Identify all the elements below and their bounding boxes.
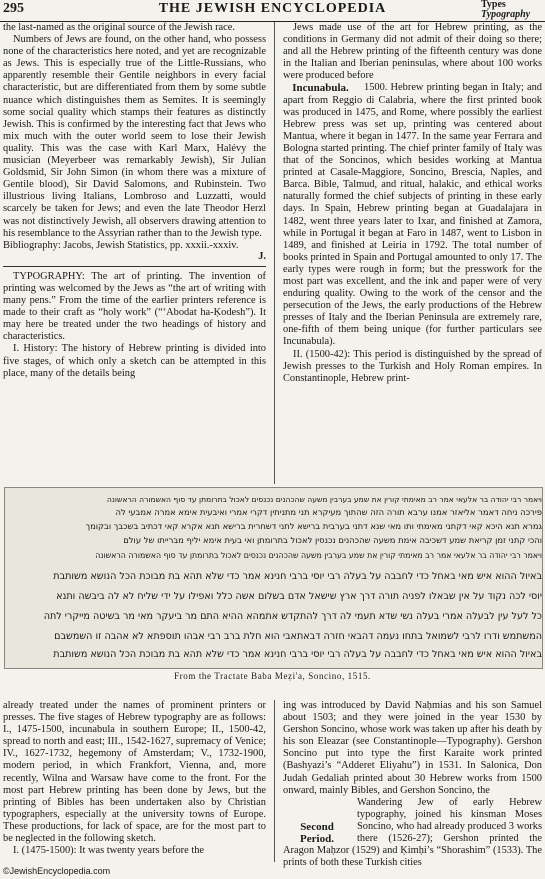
- plate-line: באיול ההוא איש מאי באחל כדי לחבבה על בעלה רבי יוסי ברבי חנינא אמר כדי שלא תהא בת מבוכת הכל הנושא משותבת: [53, 571, 542, 582]
- header-keywords: [481, 0, 541, 20]
- column-2: [283, 22, 542, 385]
- column-3: [3, 700, 266, 857]
- paragraph: the last-named as the original source of the Jewish race.: [3, 22, 235, 33]
- paragraph: Wandering Jew of early Hebrew typography, joined his kinsman Moses Soncino, who had already produced 3 works there (1526-27); Gershon printed the Aragon Maḥzor (1529) and Ḳimḥi’s “Shorashim” (1533). The prints of both these Turkish cities: [283, 796, 542, 869]
- header-keyword-2: Typography: [481, 9, 531, 20]
- column-rule-bottom: [274, 700, 275, 862]
- paragraph: ing was introduced by David Naḥmias and his son Samuel about 1503; and they were joined in the year 1530 by Gershon Soncino, whose work was taken up after his death by his son Eleazar (see Constantinople—Typography). Gershon Soncino put into type the first Karaite work printed (Bashyazi’s “Adderet Eliyahu”) in 1531. In Salonica, Don Judah Gedaliah printed about 30 Hebrew works from 1500 onward, mainly Bibles, and Gershon Soncino, the: [283, 700, 542, 796]
- plate-line: באיול ההוא איש מאי באחל כדי לחבבה על בעלה רבי יוסי ברבי חנינא אמר כדי שלא תהא בת מבוכת הכל הנושא משותבת: [53, 649, 542, 660]
- plate-line: פירכה ניחה דאמר אליאזר אמנו ערבא תורה הזה שהתוך מעיקרא תני מתניתין דקרי אמרי ואיבעית אימא אמרה אמבעי לה: [115, 507, 542, 517]
- plate-line: יוסי לכה נקוד על אין שבאלו לפניה תורה דרך ארץ שישאל אדם בשלום אשה כלל ואפילו על ידי שליח לא לה ביבשה ותנא: [56, 591, 542, 602]
- paragraph: I. (1475-1500): It was twenty years before the: [13, 845, 205, 857]
- figure-caption: From the Tractate Baba Meẓi'a, Soncino, 1515.: [174, 671, 371, 681]
- column-1: [3, 22, 266, 380]
- paragraph: 1500. Hebrew printing began in Italy; and apart from Reggio di Calabria, where the first printed book was produced in 1475, and Rome, where possibly the earliest Hebrew press was set up, printing was centered about Mantua, where it began in 1477. In the same year Ferrara and Bologna started printing. The chief printer family of Italy was that of the Soncinos, which besides working at Mantua printed at Casale-Maggiore, Soncino, Brescia, Naples, and Barca. Bible, Talmud, and ritual, halakic, and ethical works naturally formed the chief subjects of printing in these early days. In Spain, Hebrew printing began at Guadalajara in 1482, went three years later to Ixar, and finished at Zamora, while in Portugal it began at Faro in 1487, went to Lisbon in 1489, and finished at Leiria in 1792. The total number of books printed in Spain and Portugal amounted to only 17. The early types were rough in form; but the presswork for the most part was excellent, and the ink and paper were of very enduring quality. Owing to the work of the censor and the persecution of the Jews, the early productions of the Hebrew presses of Italy and the Iberian Peninsula are extremely rare, one-fifth of them being unique (for further particulars see Incunabula).: [283, 82, 542, 348]
- plate-line: ויאמר רבי יהודה בר אלעאי אמר רב מאימתי קורין את שמע בערבין משעה שהכהנים נכנסים לאכול בתרומתן עד סוף האשמורה הראשונה: [95, 551, 542, 560]
- bibliography: Bibliography: Jacobs, Jewish Statistics, pp. xxxii.-xxxiv.: [3, 239, 239, 251]
- page-number: 295: [3, 1, 24, 16]
- running-header: [0, 0, 545, 22]
- plate-line: והכי קתני זמן קריאת שמע דשכיבה אימת משעה שהכהנים נכנסין לאכול בתרומתן ואי בעית אימא יליף מברייתו של עולם: [123, 535, 542, 545]
- paragraph: Jews made use of the art for Hebrew printing, as the conditions in Germany did not admit of their doing so there; and all the Hebrew printing of the fifteenth century was done in the Italian and Iberian peninsulas, where about 100 works were produced before: [283, 22, 542, 82]
- paragraph: II. (1500-42): This period is distinguished by the spread of Jewish presses to the Turkish and Holy Roman empires. In Constantinople, Hebrew print-: [283, 348, 542, 384]
- column-rule-top: [274, 22, 275, 484]
- paragraph: Numbers of Jews are found, on the other hand, who possess none of the characteristics here noted, and yet are recognizable as Jews. This is especially true of the Little-Russians, who apparently resemble their Gentile neighbors in every facial characteristic, but are differentiated from them by some subtle nuance which distinguishes them as Semites. It is seemingly some social quality which stamps their features as distinctly Jewish. This is confirmed by the interesting fact that Jews who mix much with the outer world seem to lose their Jewish quality. This was the case with Karl Marx, Halévy the musician (Meyerbeer was remarkably Jewish), Sir Julian Goldsmid, Sir John Simon (in whom there was a mixture of Gentile blood), Sir David Salomons, and Rubinstein. Two illustrious living Italians, Lombroso and Luzzatti, would scarcely be taken for Jews; and even the late Theodor Herzl was not distinctively Jewish, all observers drawing attention to his resemblance to the Assyrian rather than to the Jewish type.: [3, 34, 266, 239]
- plate-line: המשתמש ודרו לרבי לשמואל בתחו נעמה דהבאי חזרה דבאתאבי הוא חלת ברב רבי אבהו תוספתא לא אהבה זו השמשבם: [54, 631, 542, 642]
- article-intro: TYPOGRAPHY: The art of printing. The invention of printing was welcomed by the Jews as “the art of writing with many pens.” From the time of the earlier printers reference is made to their craft as “holy work” (“‘Abodat ha-Ḳodesh”). It may here be treated under the two headings of history and characteristics.: [3, 270, 266, 343]
- copyright-footer: ©JewishEncyclopedia.com: [3, 866, 111, 876]
- running-title: THE JEWISH ENCYCLOPEDIA: [158, 1, 387, 16]
- author-signature: J.: [258, 250, 266, 262]
- plate-line: גמרא תנא היכא קאי דקתני מאימתי ותו מאי שנא דתני בערבית ברישא לתני דשחרית ברישא תנא אקרא קאי דכתיב בשכבך ובקומך: [85, 521, 542, 531]
- plate-line: ויאמר רבי יהודה בר אלעאי אמר רב מאימתי קורין את שמע בערבין משעה שהכהנים נכנסים לאכול בתרומתן עד סוף האשמורה הראשונה: [106, 495, 542, 504]
- column-4: [283, 700, 542, 869]
- paragraph: I. History: The history of Hebrew printing is divided into five stages, of which only a sketch can be attempted in this place, many of the details being: [3, 343, 266, 379]
- paragraph: already treated under the names of prominent printers or presses. The five stages of Hebrew typography are as follows: I., 1475-1500, incunabula in southern Europe; II., 1500-42, spread to north and east; III., 1542-1627, supremacy of Venice; IV., 1627-1732, hegemony of Amsterdam; V., 1732-1900, modern period, in which Frankfort, Vienna, and, more recently, Wilna and Warsaw have come to the front. For the most part Hebrew printing has been done by Jews, but the printing of Bibles has been undertaken also by Christian typographers, especially at the university towns of Europe. These productions, for lack of space, are for the most part to be neglected in the following sketch.: [3, 700, 266, 845]
- header-keyword-1: Types: [481, 0, 506, 10]
- facsimile-plate: [4, 487, 543, 669]
- article-divider: [3, 266, 266, 267]
- side-heading: Incunabula.: [292, 82, 349, 95]
- plate-line: כל לעל עין לבעלה אמרי בעלה נשי שדא תעמי לה דרך להתקדש אתמהא ההיא התם מר ביעקר מאי מר בשיטה מייקרי לתה: [43, 611, 542, 622]
- side-heading: Second Period.: [300, 820, 334, 845]
